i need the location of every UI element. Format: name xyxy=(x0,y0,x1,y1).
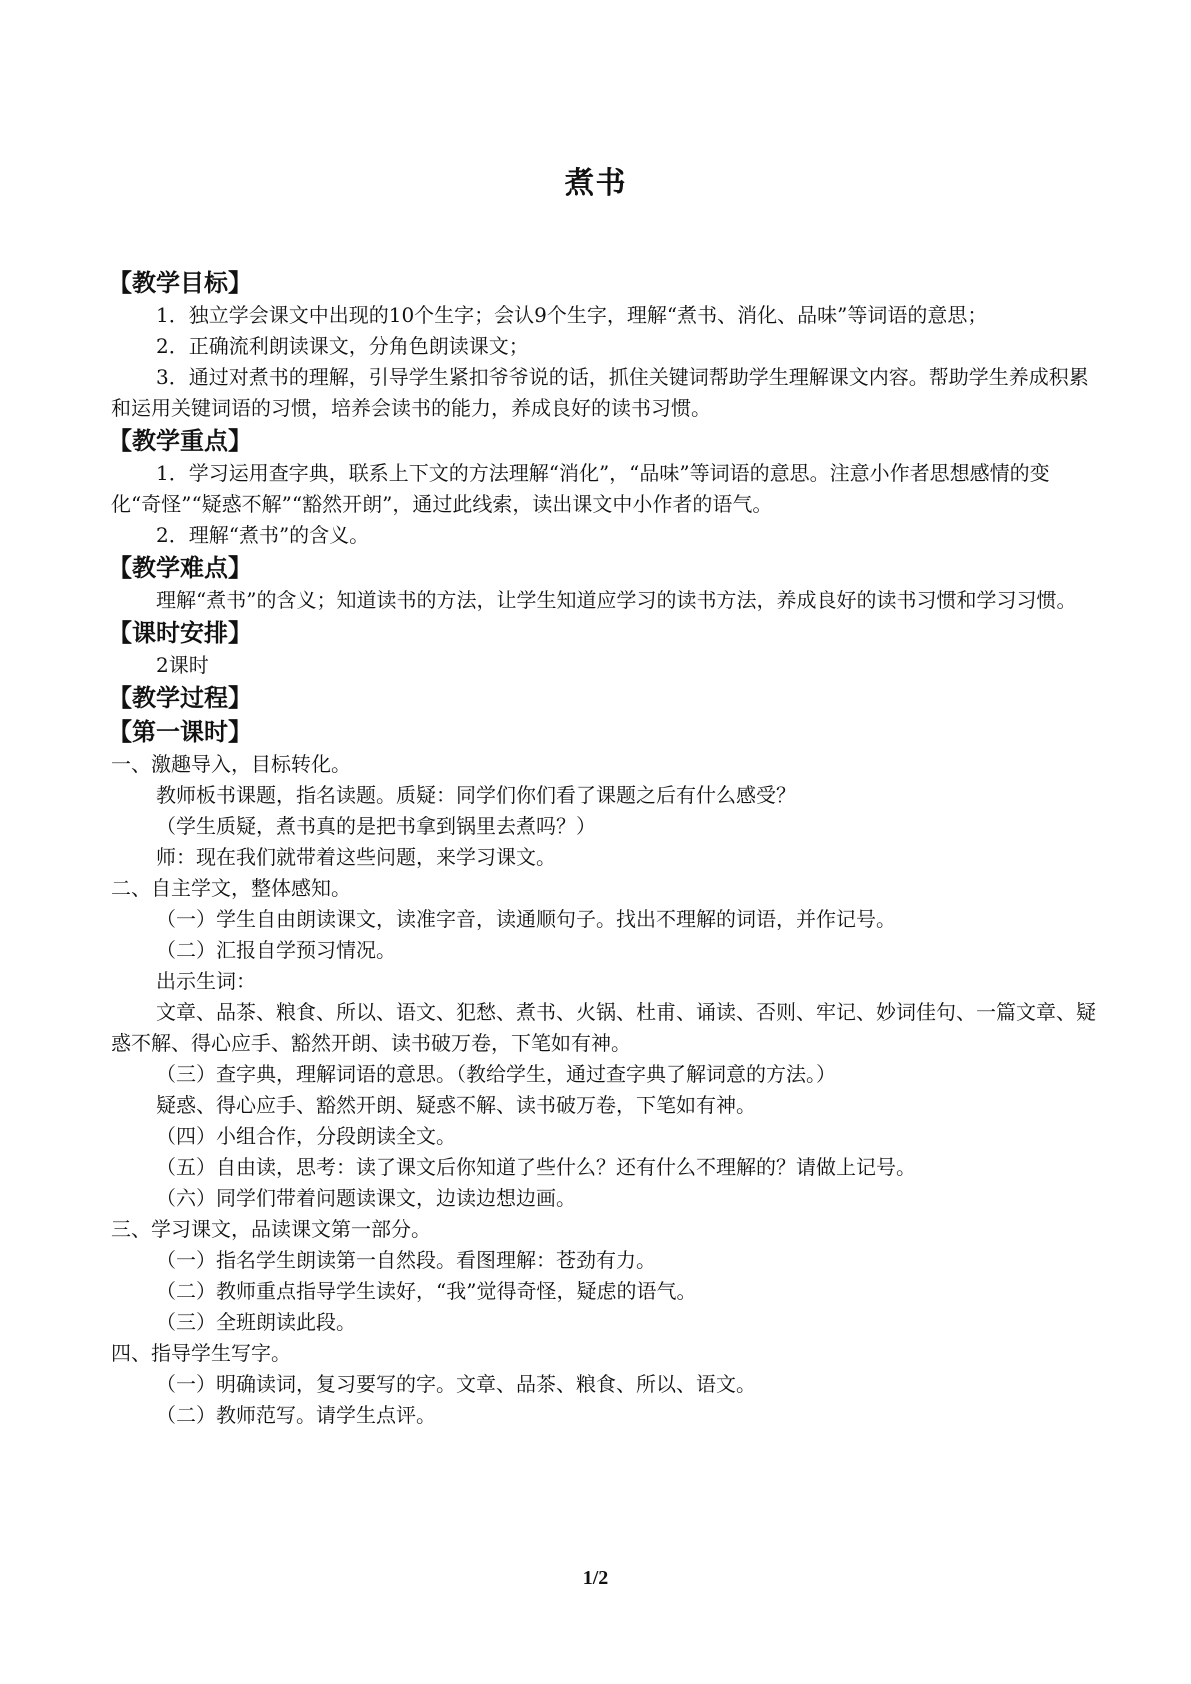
section-heading-first-lesson: 【第一课时】 xyxy=(108,717,252,746)
page-separator: / xyxy=(592,1567,599,1589)
step-line: （一）指名学生朗读第一自然段。看图理解：苍劲有力。 xyxy=(156,1248,656,1272)
step-line: 教师板书课题，指名读题。质疑：同学们你们看了课题之后有什么感受？ xyxy=(156,783,796,807)
step-line: （二）教师范写。请学生点评。 xyxy=(156,1403,436,1427)
step-line: （三）查字典，理解词语的意思。（教给学生，通过查字典了解词意的方法。） xyxy=(156,1062,836,1086)
step-line: （二）教师重点指导学生读好，“我”觉得奇怪，疑虑的语气。 xyxy=(156,1279,697,1303)
step-line: （五）自由读，思考：读了课文后你知道了些什么？还有什么不理解的？请做上记号。 xyxy=(156,1155,916,1179)
goal-item: 2．正确流利朗读课文，分角色朗读课文； xyxy=(156,334,529,358)
step-line: （三）全班朗读此段。 xyxy=(156,1310,356,1334)
step-line: （六）同学们带着问题读课文，边读边想边画。 xyxy=(156,1186,576,1210)
document-title: 煮书 xyxy=(564,166,627,201)
page-number xyxy=(0,1567,1191,1590)
step-line: （一）明确读词，复习要写的字。文章、品茶、粮食、所以、语文。 xyxy=(156,1372,756,1396)
difficulty-text: 理解“煮书”的含义；知道读书的方法，让学生知道应学习的读书方法，养成良好的读书习惯和学习习惯。 xyxy=(156,588,1077,612)
section-heading-difficulty: 【教学难点】 xyxy=(108,553,252,582)
page-current: 1 xyxy=(582,1567,593,1589)
step-line: （四）小组合作，分段朗读全文。 xyxy=(156,1124,456,1148)
section-heading-process: 【教学过程】 xyxy=(108,683,252,712)
step-title: 一、激趣导入，目标转化。 xyxy=(111,752,351,776)
step-line: （学生质疑，煮书真的是把书拿到锅里去煮吗？） xyxy=(156,814,596,838)
step-title: 三、学习课文，品读课文第一部分。 xyxy=(111,1217,431,1241)
goal-item: 3．通过对煮书的理解，引导学生紧扣爷爷说的话，抓住关键词帮助学生理解课文内容。帮助学生养成积累和运用关键词语的习惯，培养会读书的能力，养成良好的读书习惯。 xyxy=(111,365,1089,420)
goal-item: 1．独立学会课文中出现的10个生字；会认9个生字，理解“煮书、消化、品味”等词语的意思； xyxy=(156,303,988,327)
step-line: 师：现在我们就带着这些问题，来学习课文。 xyxy=(156,845,556,869)
step-title: 四、指导学生写字。 xyxy=(111,1341,291,1365)
vocabulary-list: 文章、品茶、粮食、所以、语文、犯愁、煮书、火锅、杜甫、诵读、否则、牢记、妙词佳句、一篇文章、疑惑不解、得心应手、豁然开朗、读书破万卷，下笔如有神。 xyxy=(111,1000,1096,1055)
section-heading-focus: 【教学重点】 xyxy=(108,426,252,455)
document-body xyxy=(108,266,1096,1431)
step-line: 出示生词： xyxy=(156,969,256,993)
section-heading-schedule: 【课时安排】 xyxy=(108,618,252,647)
step-line: （二）汇报自学预习情况。 xyxy=(156,938,396,962)
step-line: 疑惑、得心应手、豁然开朗、疑惑不解、读书破万卷，下笔如有神。 xyxy=(156,1093,756,1117)
page-total: 2 xyxy=(598,1567,609,1589)
focus-item: 2．理解“煮书”的含义。 xyxy=(156,523,370,547)
focus-item: 1．学习运用查字典，联系上下文的方法理解“消化”，“品味”等词语的意思。注意小作者思想感情的变化“奇怪”“疑惑不解”“豁然开朗”，通过此线索，读出课文中小作者的语气。 xyxy=(111,461,1050,516)
section-heading-goals: 【教学目标】 xyxy=(108,268,252,297)
step-line: （一）学生自由朗读课文，读准字音，读通顺句子。找出不理解的词语，并作记号。 xyxy=(156,907,896,931)
step-title: 二、自主学文，整体感知。 xyxy=(111,876,351,900)
schedule-text: 2课时 xyxy=(156,653,209,677)
